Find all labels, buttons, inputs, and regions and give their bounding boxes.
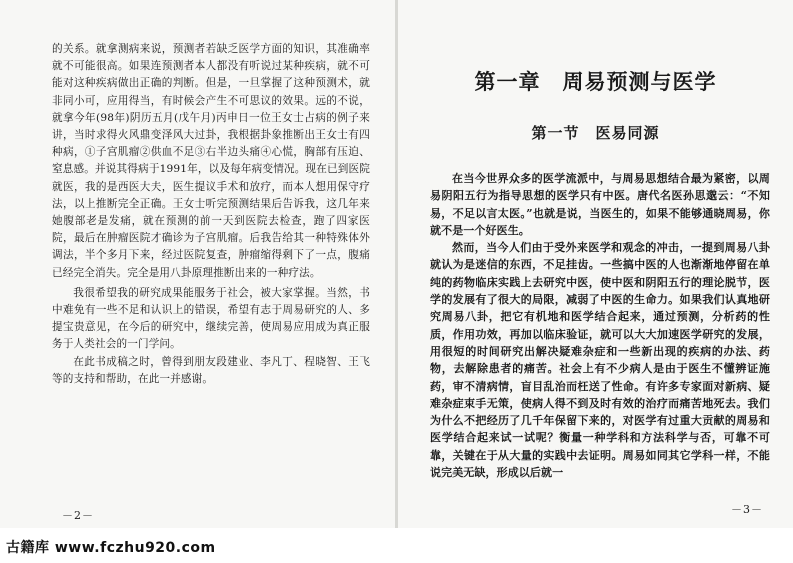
left-page-body (52, 41, 370, 388)
right-page-body (430, 170, 770, 481)
right-paragraph: 然而，当今人们由于受外来医学和观念的冲击，一提到周易八卦就认为是迷信的东西，不足挂齿。一些搞中医的人也渐渐地停留在单纯的药物临床实践上去研究中医，使中医和阴阳五行的理论脱节，医学的发展有了很大的局限，减弱了中医的生命力。如果我们认真地研究周易八卦，把它有机地和医学结合起来，通过预测，分析药的性质，作用功效，再加以临床验证，就可以大大加速医学研究的发展，用很短的时间研究出解决疑难杂症和一些新出现的疾病的办法、药物，去解除患者的痛苦。社会上有不少病人是由于医生不懂辨证施药，审不清病情，盲目乱治而枉送了性命。有许多专家面对新病、疑难杂症束手无策，使病人得不到及时有效的治疗而痛苦地死去。我们为什么不把经历了几千年保留下来的，对医学有过重大贡献的周易和医学结合起来试一试呢？衡量一种学科和方法科学与否，可靠不可靠，关键在于从大量的实践中去证明。周易如同其它学科一样，不能说完美无缺，形成以后就一 (430, 241, 770, 480)
left-page (0, 0, 395, 528)
footer-bar (0, 528, 793, 563)
page-number-right: －3－ (731, 503, 763, 516)
page-number-left: －2－ (62, 509, 94, 522)
left-paragraph: 的关系。就拿测病来说，预测者若缺乏医学方面的知识，其准确率就不可能很高。如果连预测者本人都没有听说过某种疾病，就不可能对这种疾病做出正确的判断。但是，一旦掌握了这种预测术，就非同小可，应用得当，有时候会产生不可思议的效果。远的不说，就拿今年(98年)阴历五月(戊午月)丙申日一位王女士占病的例子来讲，当时求得火风鼎变泽风大过卦，我根据卦象推断出王女士有四种病，①子宫肌瘤②供血不足③右半边头痛④心慌，胸部有压迫、窒息感。并说其得病于1991年，以及每年病变情况。现在已到医院就医，我的是西医大夫，医生提议手术和放疗，而本人想用保守疗法，以上推断完全正确。王女士听完预测结果后告诉我，这几年来她腹部老是发痛，就在预测的前一天到医院去检查，跑了四家医院，最后在肿瘤医院才确诊为子宫肌瘤。后我告给其一种特殊体外调法，半个多月下来，经过医院复查，肿瘤缩得剩下了一点，腹痛已经完全消失。完全是用八卦原理推断出来的一种疗法。 (52, 43, 370, 279)
left-paragraph: 我很希望我的研究成果能服务于社会，被大家掌握。当然，书中难免有一些不足和认识上的错误，希望有志于周易研究的人、多提宝贵意见，在今后的研究中，继续完善，使周易应用成为真正服务于人类社会的一门学问。 (52, 286, 370, 351)
site-watermark: 古籍库 www.fczhu920.com (6, 540, 216, 556)
left-paragraph: 在此书成稿之时，曾得到朋友段建业、李凡丁、程晓智、王飞等的支持和帮助，在此一并感谢。 (52, 355, 370, 385)
chapter-title: 第一章 周易预测与医学 (474, 69, 717, 94)
right-paragraph: 在当今世界众多的医学流派中，与周易思想结合最为紧密，以周易阴阳五行为指导思想的医学只有中医。唐代名医孙思邈云：“不知易，不足以言太医。”也就是说，当医生的，如果不能够通晓周易，你就不是一个好医生。 (430, 172, 770, 237)
section-title: 第一节 医易同源 (531, 124, 660, 142)
right-page (398, 0, 793, 528)
